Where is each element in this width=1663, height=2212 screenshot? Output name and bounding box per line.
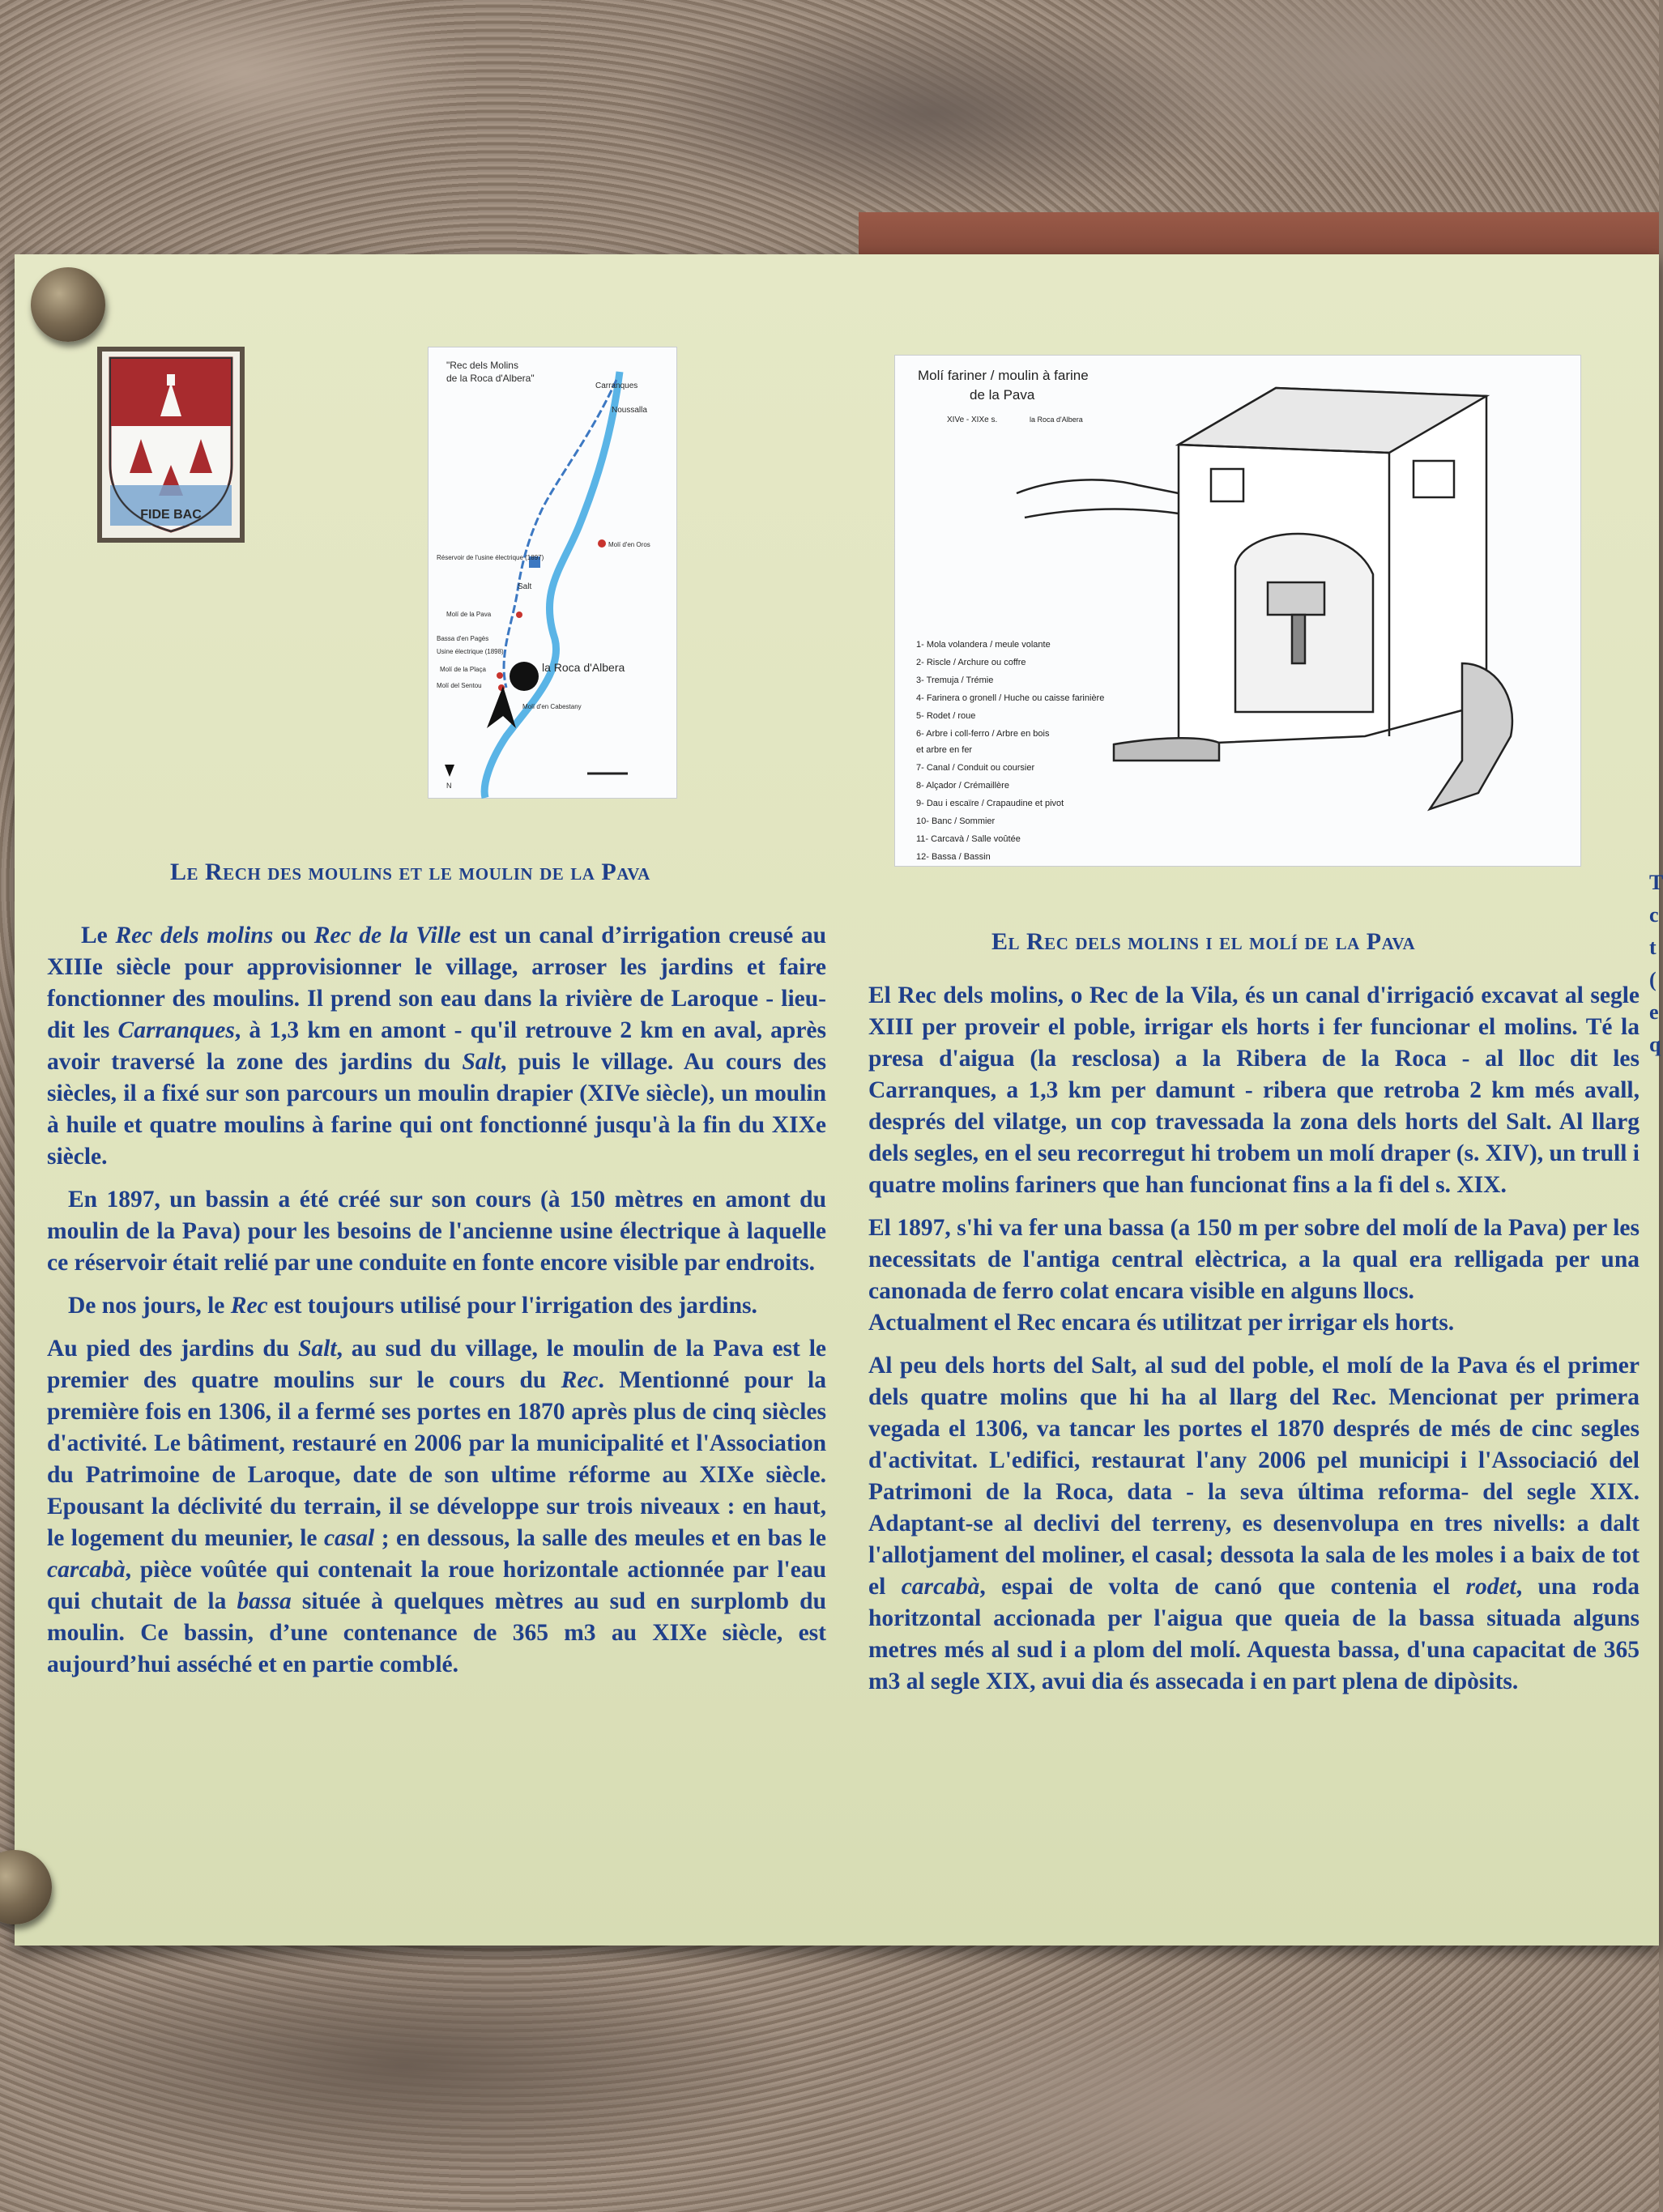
catalan-heading: El Rec dels molins i el molí de la Pava [991, 928, 1416, 955]
north-arrow-shape [487, 686, 516, 728]
moli-oros-marker [598, 539, 606, 548]
legend-item: 1- Mola volandera / meule volante [916, 640, 1051, 650]
legend-item: 2- Riscle / Archure ou coffre [916, 658, 1026, 667]
french-paragraph-4: Au pied des jardins du Salt, au sud du village, le moulin de la Pava est le premier des quatre moulins sur le cours du Rec. Mentionné pour la première fois en 1306, il a fermé ses portes en 1870 après plus de cinq siècles d'activité. Le bâtiment, restauré en 2006 par la municipalité et l'Association du Patrimoine de Laroque, date de son ultime réforme au XIXe siècle. Epousant la déclivité du terrain, il se développe sur trois niveaux : en haut, le logement du meunier, le casal ; en dessous, la salle des meules et en bas le carcabà, pièce voûtée qui contenait la roue horizontale actionnée par l'eau qui chutait de la bassa située à quelques mètres au sud en surplomb du moulin. Ce bassin, d’une contenance de 365 m3 au XIXe siècle, est aujourd’hui asséché et en partie comblé. [47, 1336, 827, 1677]
cropped-edge-text: T c t ( e q [1649, 871, 1663, 1056]
figure-title-line2: de la Pava [970, 387, 1035, 403]
canal-path [504, 380, 616, 688]
catalan-paragraph-3: Actualment el Rec encara és utilitzat per irrigar els horts. [868, 1310, 1455, 1336]
map-label-usine: Usine électrique (1898) [437, 648, 504, 655]
legend-item: 3- Tremuja / Trémie [916, 676, 994, 685]
figure-title-line1: Molí fariner / moulin à farine [918, 368, 1089, 383]
legend-item: 7- Canal / Conduit ou coursier [916, 763, 1035, 773]
mill-building-drawing [1017, 388, 1512, 809]
legend-item: 5- Rodet / roue [916, 711, 976, 721]
map-north-label: N [446, 782, 452, 790]
map-label-roca: la Roca d'Albera [542, 661, 625, 674]
catalan-paragraph-4: Al peu dels horts del Salt, al sud del poble, el molí de la Pava és el primer dels quatre molins que hi ha al llarg del Rec. Mencionat per primera vegada el 1306, va tancar les portes el 1870 després de més de cinc segles d'activitat. L'edifici, restaurat l'any 2006 pel municipi i l'Associació del Patrimoni de la Roca, data - la seva última reforma- del segle XIX. Adaptant-se al declivi del terreny, es desenvolupa en tres nivells: a dalt l'allotjament del moliner, el casal; dessota la sala de les moles i a baix de tot el carcabà, espai de volta de canó que contenia el rodet, una roda horitzontal accionada per l'aigua que queia de la bassa situada alguns metres més al sud i a plom del molí. Aquesta bassa, d'una capacitat de 365 m3 al segle XIX, avui dia és assecada i en part plena de dipòsits. [868, 1353, 1640, 1694]
legend-item: 8- Alçador / Crémaillère [916, 781, 1009, 791]
mounting-bolt-top-left [31, 267, 105, 342]
map-label-moli-sentou: Molí del Sentou [437, 682, 482, 689]
moli-pava-marker [516, 612, 522, 618]
river-path [484, 372, 620, 798]
legend-item: 10- Banc / Sommier [916, 816, 996, 826]
french-heading: Le Rech des moulins et le moulin de la Pava [170, 859, 650, 885]
north-arrow-icon [445, 765, 454, 777]
french-text-column [47, 920, 826, 1692]
figure-subtitle: XIVe - XIXe s. [947, 416, 998, 424]
catalan-text-column [868, 980, 1640, 1709]
french-paragraph-1: Le Rec dels molins ou Rec de la Ville est un canal d’irrigation creusé au XIIIe siècle pour approvisionner le village, arroser les jardins et faire fonctionner des moulins. Il prend son eau dans la rivière de Laroque - lieu-dit les Carranques, à 1,3 km en amont - qu'il retrouve 2 km en aval, après avoir traversé la zone des jardins du Salt, puis le village. Au cours des siècles, il a fixé sur son parcours un moulin drapier (XIVe siècle), un moulin à huile et quatre moulins à farine qui ont fonctionné jusqu'à la fin du XIXe siècle. [47, 923, 826, 1170]
map-label-carranques: Carranques [595, 381, 638, 390]
map-label-moli-pava: Molí de la Pava [446, 611, 492, 618]
map-label-salt: Salt [518, 582, 532, 591]
figure-place: la Roca d'Albera [1030, 416, 1083, 424]
legend-item: 9- Dau i escaïre / Crapaudine et pivot [916, 799, 1064, 808]
legend-item: et arbre en fer [916, 745, 973, 755]
catalan-paragraph-2: El 1897, s'hi va fer una bassa (a 150 m per sobre del molí de la Pava) per les necessitats de l'antiga central elèctrica, a la qual era relligada per una canonada de ferro colat encara visible en alguns llocs. [868, 1215, 1640, 1304]
map-label-moli-oros: Molí d'en Oros [608, 541, 650, 548]
map-title-line1: "Rec dels Molins [446, 360, 518, 371]
map-label-noussalla: Noussalla [612, 406, 647, 415]
moli-plaça-marker [497, 672, 503, 679]
legend-item: 11- Carcavà / Salle voûtée [916, 834, 1021, 844]
figure-legend [916, 640, 1104, 862]
map-title-line2: de la Roca d'Albera" [446, 373, 535, 384]
coat-of-arms-icon [102, 352, 240, 538]
legend-item: 6- Arbre i coll-ferro / Arbre en bois [916, 729, 1050, 739]
crest-motto: FIDE BAC [140, 508, 202, 522]
village-marker [510, 662, 539, 691]
coat-of-arms [97, 347, 245, 543]
map-label-bassa-pages: Bassa d'en Pagès [437, 635, 489, 642]
legend-item: 4- Farinera o gronell / Huche ou caisse farinière [916, 693, 1105, 703]
canal-map [428, 347, 677, 799]
french-paragraph-2: En 1897, un bassin a été créé sur son cours (à 150 mètres en amont du moulin de la Pava) pour les besoins de l'ancienne usine électrique à laquelle ce réservoir était relié par une conduite en fonte encore visible par endroits. [47, 1187, 826, 1276]
map-label-reservoir: Réservoir de l'usine électrique (1897) [437, 554, 544, 561]
mill-illustration [894, 355, 1581, 867]
map-label-moli-plaça: Molí de la Plaça [440, 666, 486, 673]
legend-item: 12- Bassa / Bassin [916, 852, 991, 862]
catalan-paragraph-1: El Rec dels molins, o Rec de la Vila, és un canal d'irrigació excavat al segle XIII per proveir el poble, irrigar els horts i fer funcionar el molins. Té la presa d'aigua (la resclosa) a la Ribera de la Roca - al lloc dit les Carranques, a 1,3 km per damunt - ribera que retroba 2 km més avall, després del vilatge, un cop travessada la zona dels horts del Salt. Al llarg dels segles, en el seu recorregut hi trobem un molí draper (s. XIV), un trull i quatre molins fariners que han funcionat fins a la fi del s. XIX. [868, 982, 1640, 1198]
french-paragraph-3: De nos jours, le Rec est toujours utilisé pour l'irrigation des jardins. [68, 1293, 757, 1319]
map-label-moli-cabestany: Molí d'en Cabestany [522, 703, 582, 710]
